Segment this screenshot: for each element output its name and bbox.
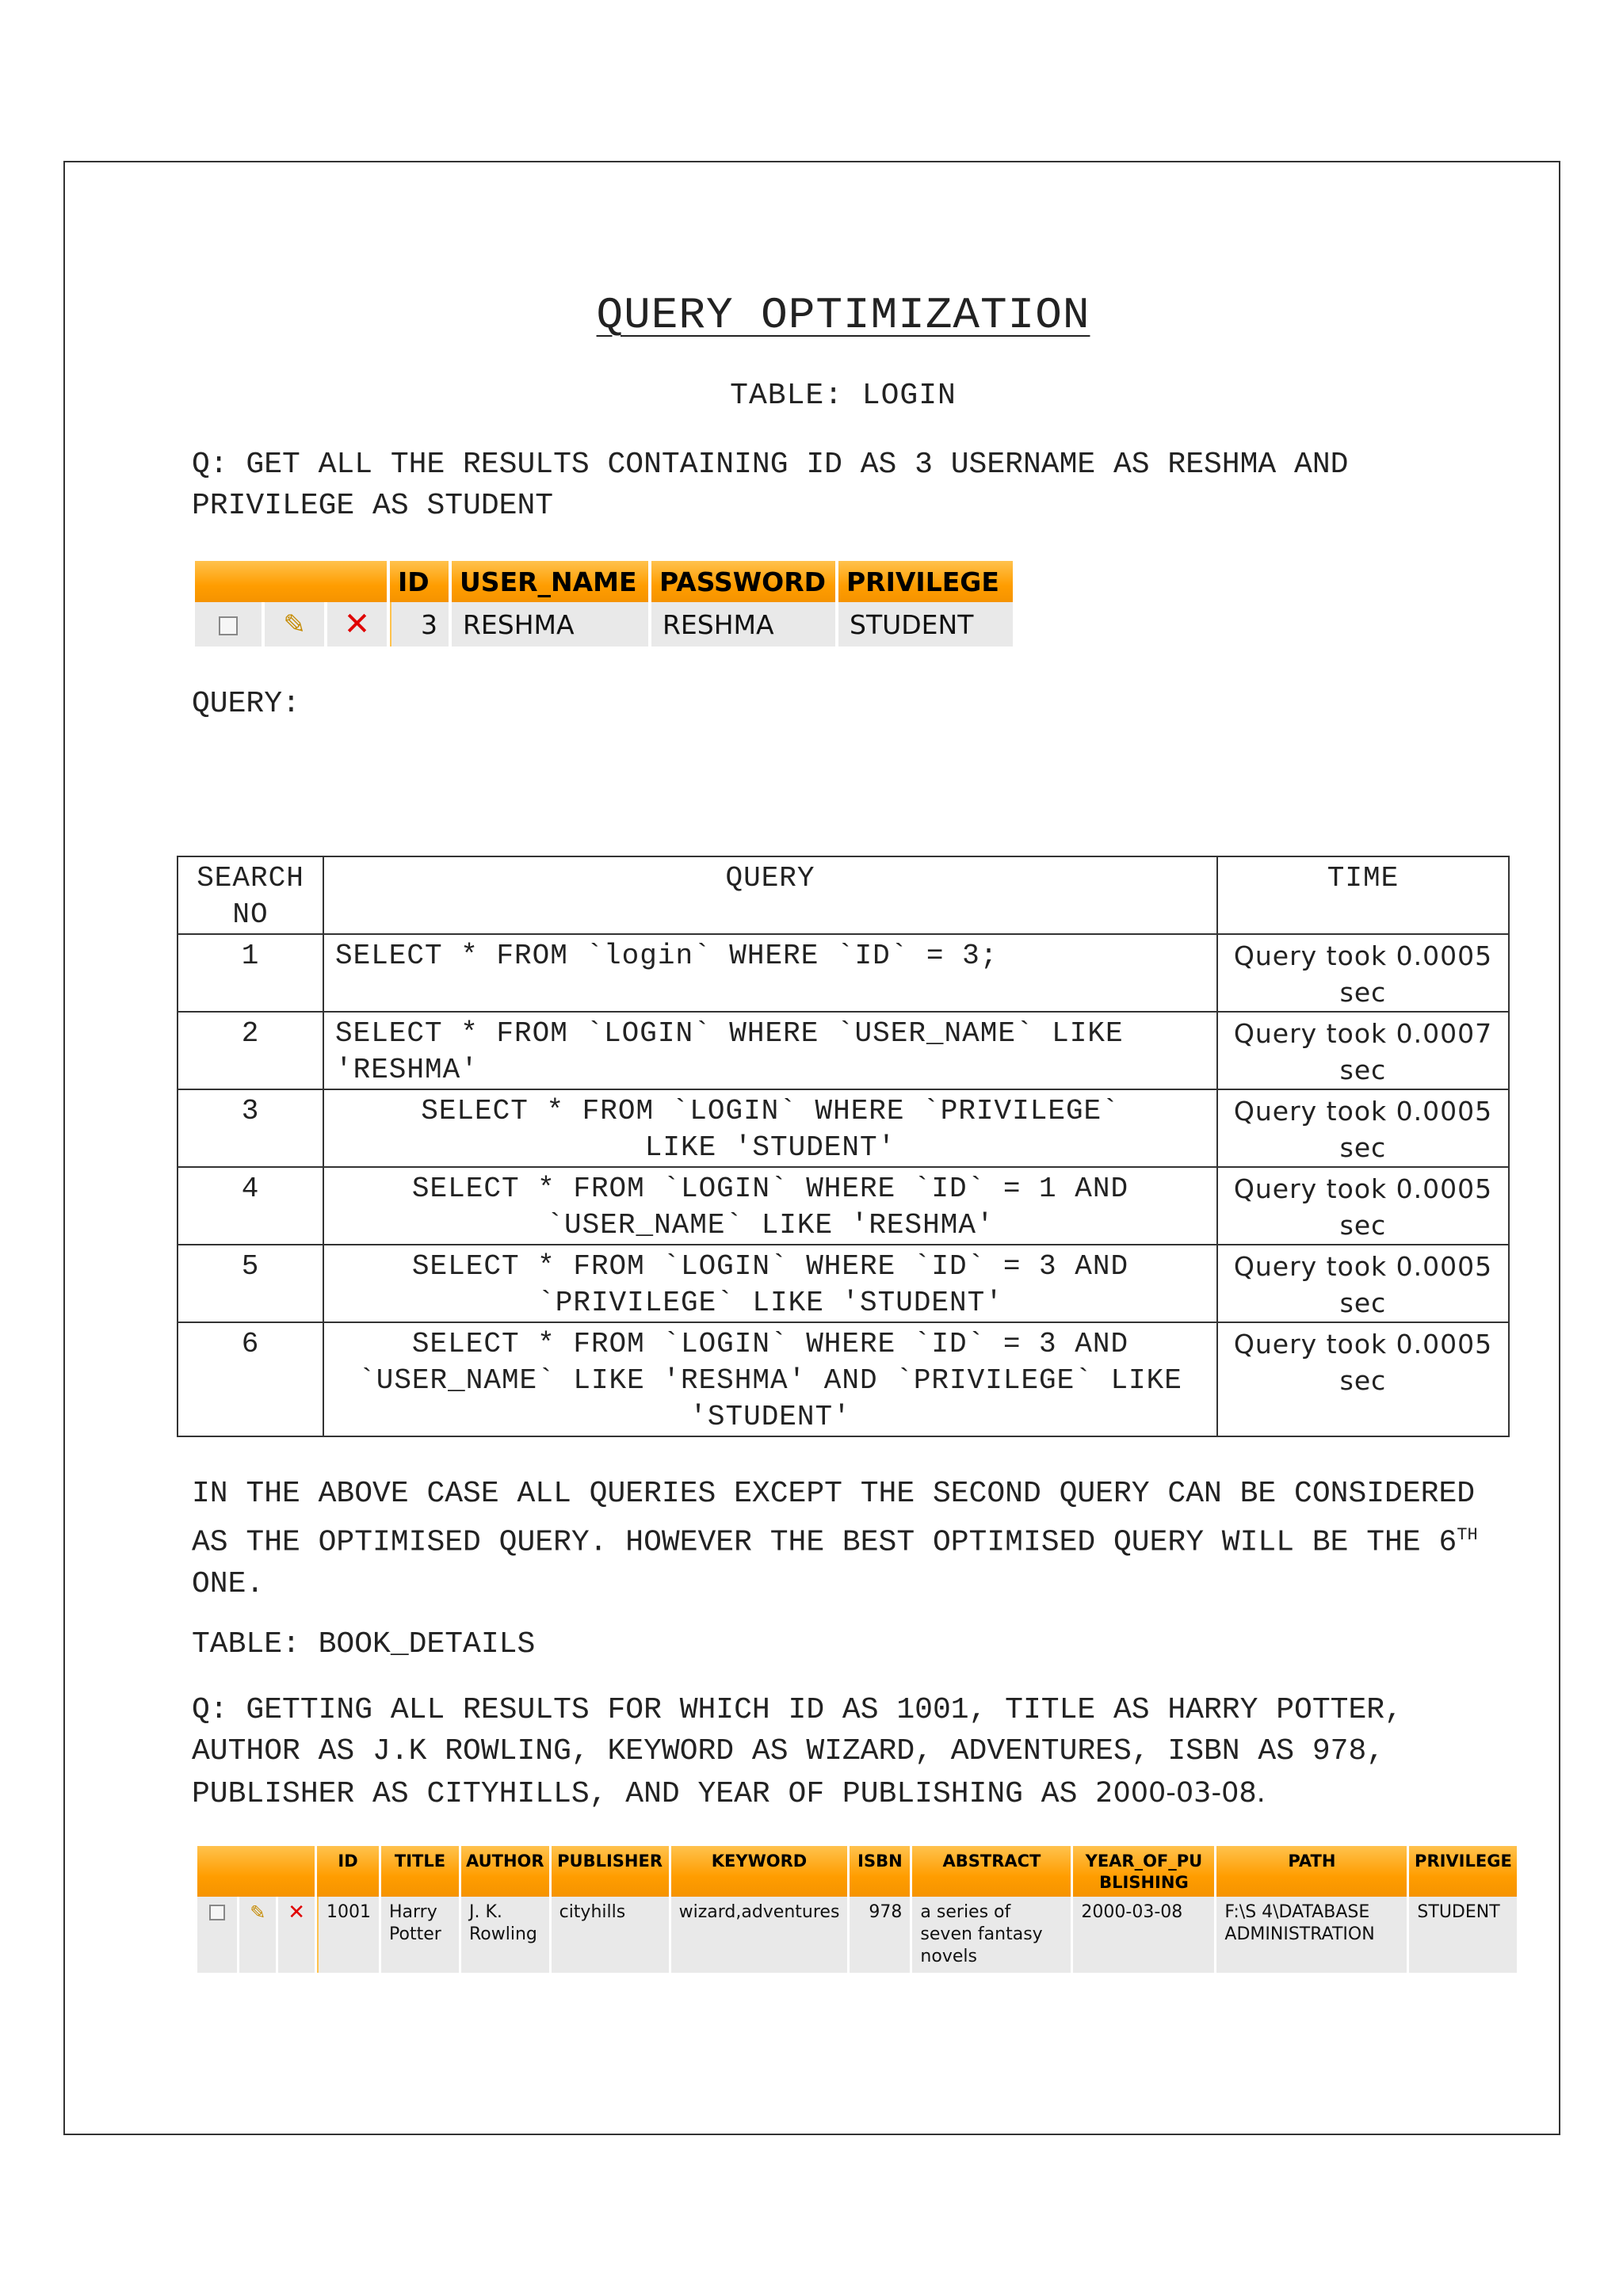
- col-abstract: ABSTRACT: [912, 1846, 1071, 1897]
- row-no: 3: [178, 1089, 323, 1167]
- cell-abstract: a series of seven fantasy novels: [912, 1897, 1071, 1973]
- table-row: [197, 1897, 1517, 1973]
- table-row: [178, 1167, 1509, 1245]
- cell-title: Harry Potter: [381, 1897, 459, 1973]
- row-no: 4: [178, 1167, 323, 1245]
- edit-button[interactable]: [239, 1897, 276, 1973]
- header-query: QUERY: [323, 856, 1217, 934]
- table-row: [195, 602, 1013, 646]
- col-user-name: USER_NAME: [452, 561, 648, 602]
- login-table-label: TABLE: LOGIN: [730, 379, 957, 413]
- col-publisher: PUBLISHER: [552, 1846, 669, 1897]
- table-row: [178, 1245, 1509, 1322]
- col-privilege: PRIVILEGE: [838, 561, 1013, 602]
- book-question: Q: GETTING ALL RESULTS FOR WHICH ID AS 1001, TITLE AS HARRY POTTER, AUTHOR AS J.K ROWLING, KEYWORD AS WIZARD, ADVENTURES, ISBN AS 978, PUBLISHER AS CITYHILLS, AND YEAR OF PUBLISHING AS 2000-03-08.: [192, 1693, 1403, 1811]
- col-id: ID: [390, 561, 449, 602]
- cell-user-name: RESHMA: [452, 602, 648, 646]
- row-query: SELECT * FROM `login` WHERE `ID` = 3;: [323, 934, 1217, 1012]
- cell-keyword: wizard,adventures: [671, 1897, 848, 1973]
- cell-privilege: STUDENT: [1409, 1897, 1517, 1973]
- cell-path: F:\S 4\DATABASE ADMINISTRATION: [1216, 1897, 1407, 1973]
- col-title: TITLE: [381, 1846, 459, 1897]
- row-no: 2: [178, 1012, 323, 1089]
- actions-header: [195, 561, 387, 602]
- row-no: 5: [178, 1245, 323, 1322]
- delete-button[interactable]: [278, 1897, 315, 1973]
- col-password: PASSWORD: [651, 561, 835, 602]
- row-checkbox[interactable]: [197, 1897, 237, 1973]
- edit-button[interactable]: [265, 602, 324, 646]
- cell-publisher: cityhills: [552, 1897, 669, 1973]
- col-path: PATH: [1216, 1846, 1407, 1897]
- col-keyword: KEYWORD: [671, 1846, 848, 1897]
- row-query: SELECT * FROM `LOGIN` WHERE `ID` = 3 AND `PRIVILEGE` LIKE 'STUDENT': [323, 1245, 1217, 1322]
- delete-icon[interactable]: ✕: [288, 1901, 305, 1924]
- book-table-label: TABLE: BOOK_DETAILS: [192, 1627, 536, 1661]
- col-privilege: PRIVILEGE: [1409, 1846, 1517, 1897]
- cell-author: J. K. Rowling: [461, 1897, 549, 1973]
- actions-header: [197, 1846, 315, 1897]
- col-id: ID: [317, 1846, 379, 1897]
- table-row: [178, 1089, 1509, 1167]
- cell-id: 1001: [317, 1897, 379, 1973]
- row-time: Query took 0.0005 sec: [1217, 1245, 1509, 1322]
- col-year: YEAR_OF_PU BLISHING: [1073, 1846, 1214, 1897]
- cell-isbn: 978: [850, 1897, 910, 1973]
- page-title: QUERY OPTIMIZATION: [596, 290, 1090, 341]
- checkbox-icon[interactable]: [219, 616, 238, 635]
- table-row: [178, 934, 1509, 1012]
- query-label: QUERY:: [192, 687, 300, 721]
- header-search-no: SEARCH NO: [178, 856, 323, 934]
- col-author: AUTHOR: [461, 1846, 549, 1897]
- cell-privilege: STUDENT: [838, 602, 1013, 646]
- pencil-icon[interactable]: ✎: [250, 1901, 266, 1924]
- row-query: SELECT * FROM `LOGIN` WHERE `ID` = 3 AND `USER_NAME` LIKE 'RESHMA' AND `PRIVILEGE` LIKE 'STUDENT': [323, 1322, 1217, 1436]
- delete-icon[interactable]: ✕: [343, 606, 371, 643]
- conclusion-text: IN THE ABOVE CASE ALL QUERIES EXCEPT THE SECOND QUERY CAN BE CONSIDERED AS THE OPTIMISED QUERY. HOWEVER THE BEST OPTIMISED QUERY WILL BE THE 6TH ONE.: [192, 1477, 1478, 1601]
- row-no: 6: [178, 1322, 323, 1436]
- row-query: SELECT * FROM `LOGIN` WHERE `PRIVILEGE` LIKE 'STUDENT': [323, 1089, 1217, 1167]
- row-time: Query took 0.0005 sec: [1217, 934, 1509, 1012]
- checkbox-icon[interactable]: [209, 1905, 225, 1920]
- row-query: SELECT * FROM `LOGIN` WHERE `ID` = 1 AND `USER_NAME` LIKE 'RESHMA': [323, 1167, 1217, 1245]
- row-time: Query took 0.0005 sec: [1217, 1322, 1509, 1436]
- delete-button[interactable]: [327, 602, 387, 646]
- cell-password: RESHMA: [651, 602, 835, 646]
- cell-year: 2000-03-08: [1073, 1897, 1214, 1973]
- row-time: Query took 0.0005 sec: [1217, 1167, 1509, 1245]
- book-result-grid: [195, 1846, 1519, 1973]
- row-no: 1: [178, 934, 323, 1012]
- row-time: Query took 0.0005 sec: [1217, 1089, 1509, 1167]
- login-question: Q: GET ALL THE RESULTS CONTAINING ID AS 3 USERNAME AS RESHMA AND PRIVILEGE AS STUDENT: [192, 448, 1349, 523]
- col-isbn: ISBN: [850, 1846, 910, 1897]
- row-time: Query took 0.0007 sec: [1217, 1012, 1509, 1089]
- row-query: SELECT * FROM `LOGIN` WHERE `USER_NAME` LIKE 'RESHMA': [323, 1012, 1217, 1089]
- header-time: TIME: [1217, 856, 1509, 934]
- login-result-grid: [192, 561, 1016, 646]
- query-table: [177, 856, 1510, 1437]
- pencil-icon[interactable]: ✎: [283, 608, 306, 641]
- row-checkbox[interactable]: [195, 602, 262, 646]
- table-row: [178, 1322, 1509, 1436]
- table-row: [178, 1012, 1509, 1089]
- cell-id: 3: [390, 602, 449, 646]
